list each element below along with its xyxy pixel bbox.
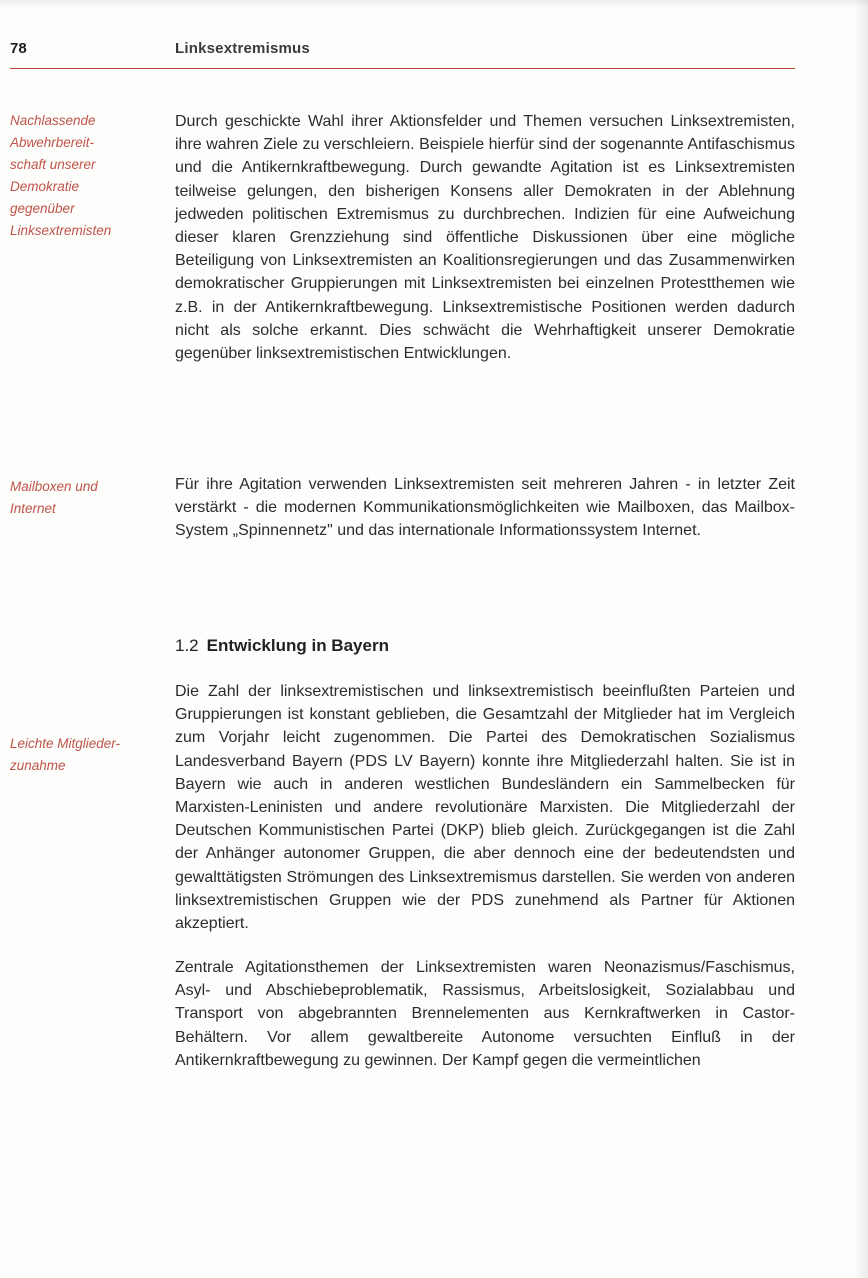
section-title: Entwicklung in Bayern bbox=[206, 636, 389, 655]
section-heading bbox=[175, 636, 389, 656]
margin-note-line: schaft unserer bbox=[10, 157, 96, 172]
scan-page-shadow bbox=[854, 0, 868, 1278]
paragraph-entwicklung bbox=[175, 680, 795, 935]
paragraph-text: Für ihre Agitation verwenden Linksextremisten seit mehreren Jahren - in letzter Zeit verstärkt - die modernen Kommunikationsmöglichkeiten wie Mailboxen, das Mailbox-System „Spinnennetz" und das internationale Informationssystem Internet. bbox=[175, 476, 795, 540]
paragraph-antifaschismus bbox=[175, 110, 795, 365]
running-title: Linksextremismus bbox=[175, 40, 310, 57]
margin-note-abwehrbereitschaft bbox=[10, 110, 160, 242]
margin-note-line: Abwehrbereit- bbox=[10, 135, 95, 150]
paragraph-agitationsthemen bbox=[175, 956, 795, 1072]
margin-note-line: Demokratie bbox=[10, 179, 80, 194]
margin-note-mitgliederzunahme bbox=[10, 733, 160, 777]
margin-note-line: zunahme bbox=[10, 758, 66, 773]
paragraph-text: Durch geschickte Wahl ihrer Aktionsfelder und Themen versuchen Linksextremisten, ihre wahren Ziele zu verschleiern. Beispiele hierfür sind der sogenannte Antifaschismus und die Antikernkraftbewegung. Durch gewandte Agitation ist es Linksextremisten teilweise gelungen, den bisherigen Konsens aller Demokraten in der Ablehnung jedweden politischen Extremismus zu durchbrechen. Indizien für eine Aufweichung dieser klaren Grenzziehung sind öffentliche Diskussionen über eine mögliche Beteiligung von Linksextremisten an Koalitionsregierungen und das Zusammenwirken demokratischer Gruppierungen mit Linksextremisten bei einzelnen Protestthemen wie z.B. in der Antikernkraftbewegung. Linksextremistische Positionen werden dadurch nicht als solche erkannt. Dies schwächt die Wehrhaftigkeit unserer Demokratie gegenüber linksextremistischen Entwicklungen. bbox=[175, 113, 795, 363]
page-number: 78 bbox=[10, 40, 27, 57]
margin-note-line: Mailboxen und bbox=[10, 479, 98, 494]
paragraph-text: Zentrale Agitationsthemen der Linksextremisten waren Neonazismus/Faschismus, Asyl- und Abschiebeproblematik, Rassismus, Arbeitslosigkeit, Sozialabbau und Transport von abgebrannten Brennelementen aus Kernkraftwerken in Castor-Behältern. Vor allem gewaltbereite Autonome versuchten Einfluß in der Antikernkraftbewegung zu gewinnen. Der Kampf gegen die vermeintlichen bbox=[175, 959, 795, 1069]
scan-top-edge bbox=[0, 0, 868, 8]
margin-note-line: Nachlassende bbox=[10, 113, 96, 128]
margin-note-line: Linksextremisten bbox=[10, 223, 112, 238]
margin-note-line: Internet bbox=[10, 501, 56, 516]
paragraph-text: Die Zahl der linksextremistischen und linksextremistisch beeinflußten Parteien und Gruppierungen ist konstant geblieben, die Gesamtzahl der Mitglieder hat im Vergleich zum Vorjahr leicht zugenommen. Die Partei des Demokratischen Sozialismus Landesverband Bayern (PDS LV Bayern) konnte ihre Mitgliederzahl halten. Sie ist in Bayern wie auch in anderen westlichen Bundesländern ein Sammelbecken für Marxisten-Leninisten und andere revolutionäre Marxisten. Die Mitgliederzahl der Deutschen Kommunistischen Partei (DKP) blieb gleich. Zurückgegangen ist die Zahl der Anhänger autonomer Gruppen, die aber dennoch eine der bedeutendsten und gewalttätigsten Strömungen des Linksextremismus darstellen. Sie werden von anderen linksextremistischen Gruppen wie der PDS zunehmend als Partner für Aktionen akzeptiert. bbox=[175, 683, 795, 933]
section-number: 1.2 bbox=[175, 636, 199, 655]
page-header bbox=[10, 40, 795, 69]
margin-note-line: gegenüber bbox=[10, 201, 75, 216]
margin-note-mailboxen bbox=[10, 476, 160, 520]
paragraph-mailboxen bbox=[175, 473, 795, 543]
margin-note-line: Leichte Mitglieder- bbox=[10, 736, 121, 751]
